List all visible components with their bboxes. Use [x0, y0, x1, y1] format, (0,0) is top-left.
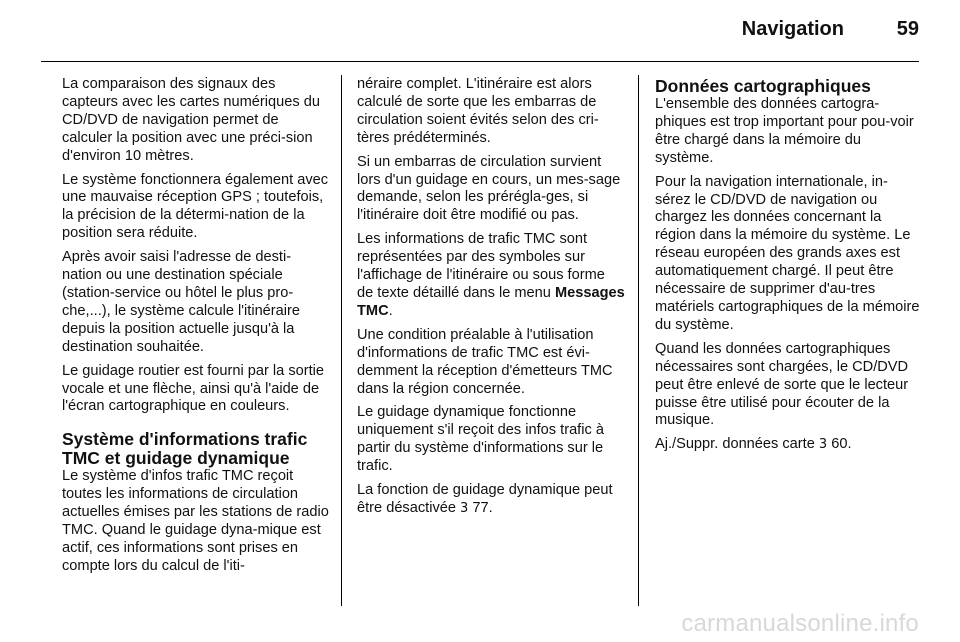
column-divider — [341, 75, 342, 606]
paragraph-tmc-messages — [357, 231, 625, 321]
section-heading-tmc: Système d'informations trafic TMC et guidage dynamique — [62, 429, 308, 469]
reference-arrow-icon: 3 — [818, 437, 828, 453]
paragraph: néraire complet. L'itinéraire est alors calculé de sorte que les embarras de circulation soient évités selon des cri-tères prédéterminés. — [357, 76, 599, 146]
column-divider — [638, 75, 639, 606]
paragraph-deactivate — [357, 482, 625, 518]
paragraph: Une condition préalable à l'utilisation d'informations de trafic TMC est évi-demment la réception d'émetteurs TMC dans la région concernée. — [357, 326, 613, 397]
reference-arrow-icon: 3 — [460, 500, 469, 516]
paragraph-text: La fonction de guidage dynamique peut être désactivée — [357, 482, 613, 516]
paragraph: Pour la navigation internationale, in-sérez le CD/DVD de navigation ou chargez les données concernant la région dans la mémoire du système. Le réseau européen des grands axes est automatiquement chargé. Il peut être nécessaire de supprimer d'au-tres matériels cartographiques de la mémoire du système. — [655, 173, 920, 333]
section-heading-map-data: Données cartographiques — [655, 76, 871, 96]
paragraph: Quand les données cartographiques nécessaires sont chargées, le CD/DVD peut être enlevé de sorte que le lecteur puisse être utilisé pour écouter de la musique. — [655, 340, 909, 429]
paragraph: Le système fonctionnera également avec une mauvaise réception GPS ; toutefois, la précision de la détermi-nation de la position sera réduite. — [62, 171, 329, 242]
page-number: 59 — [896, 18, 919, 40]
watermark: carmanualsonline.info — [681, 610, 919, 637]
paragraph: Après avoir saisi l'adresse de desti-nation ou une destination spéciale (station-service ou hôtel le plus pro-che,...), le système calcule l'itinéraire depuis la position actuelle jusqu'à la destination souhaitée. — [62, 249, 300, 355]
paragraph: Le guidage routier est fourni par la sortie vocale et une flèche, ainsi qu'à l'aide de l'écran cartographique en couleurs. — [62, 362, 325, 415]
paragraph-map-reference — [655, 436, 923, 454]
menu-name-messages-tmc: Messages TMC — [357, 284, 625, 319]
page-reference[interactable]: 77. — [472, 499, 493, 516]
paragraph: Le guidage dynamique fonctionne uniquement s'il reçoit des infos trafic à partir du système d'informations sur le trafic. — [357, 404, 604, 475]
page-title: Navigation — [741, 18, 844, 40]
column-3 — [655, 77, 923, 460]
paragraph: La comparaison des signaux des capteurs avec les cartes numériques du CD/DVD de navigation permet de calculer la position avec une préci-sion d'environ 10 mètres. — [62, 76, 320, 164]
header-rule — [41, 61, 919, 62]
column-2 — [357, 76, 625, 524]
paragraph-text: Les informations de trafic TMC sont représentées par des symboles sur l'affichage de l'itinéraire ou sous forme de texte détaillé dans le menu — [357, 231, 605, 301]
paragraph: Si un embarras de circulation survient lors d'un guidage en cours, un mes-sage demande, selon les prérégla-ges, si l'itinéraire doit être modifié ou pas. — [357, 153, 621, 224]
paragraph-text: Aj./Suppr. données carte — [655, 436, 815, 453]
page-reference[interactable]: 60. — [831, 436, 852, 453]
paragraph: L'ensemble des données cartogra-phiques est trop important pour pou-voir être chargé dans la mémoire du système. — [655, 96, 914, 166]
punctuation: . — [388, 302, 393, 319]
column-1 — [62, 76, 330, 582]
page-header — [0, 0, 960, 62]
paragraph: Le système d'infos trafic TMC reçoit toutes les informations de circulation actuelles émises par les stations de radio TMC. Quand le guidage dyna-mique est actif, ces informations sont prises en compte lors du calcul de l'iti- — [62, 468, 329, 574]
